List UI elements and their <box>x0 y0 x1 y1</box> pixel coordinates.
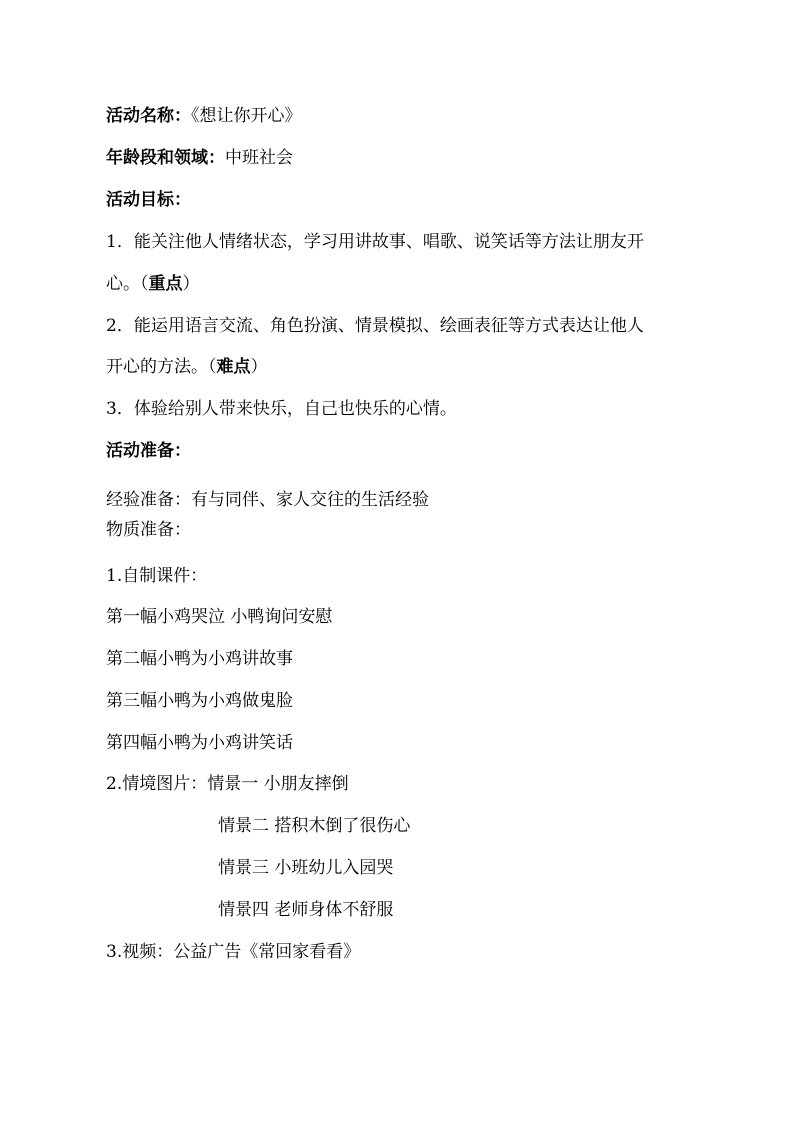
goal1-line2 <box>106 272 200 296</box>
goal2-line1: 2．能运用语言交流、角色扮演、情景模拟、绘画表征等方式表达让他人 <box>106 316 644 336</box>
activity-name-value: 《想让你开心》 <box>191 106 302 126</box>
slide2: 第二幅小鸭为小鸡讲故事 <box>106 649 293 669</box>
item3-video: 3.视频：公益广告《常回家看看》 <box>106 942 361 962</box>
slide3: 第三幅小鸭为小鸡做鬼脸 <box>106 691 293 711</box>
goals-heading: 活动目标： <box>106 190 191 210</box>
item2-scene-pictures <box>106 772 349 796</box>
age-domain-label: 年龄段和领域： <box>106 148 225 168</box>
activity-name-line <box>106 104 302 128</box>
slide1: 第一幅小鸡哭泣 小鸭询问安慰 <box>106 607 333 627</box>
scene1: 情景一 小朋友摔倒 <box>207 774 349 794</box>
prep-heading: 活动准备： <box>106 441 191 461</box>
goal1-line1: 1．能关注他人情绪状态，学习用讲故事、唱歌、说笑话等方法让朋友开 <box>106 232 644 252</box>
goal1-line2-end: ） <box>182 274 200 294</box>
age-domain-value: 中班社会 <box>225 148 293 168</box>
activity-name-label: 活动名称： <box>106 106 191 126</box>
goal1-key-point: 重点 <box>148 274 183 294</box>
prep-experience: 经验准备：有与同伴、家人交往的生活经验 <box>106 490 429 510</box>
scene4: 情景四 老师身体不舒服 <box>218 900 394 920</box>
prep-material: 物质准备： <box>106 520 191 540</box>
goal2-difficult-point: 难点 <box>216 357 251 377</box>
item1-courseware: 1.自制课件： <box>106 566 208 586</box>
goal2-line2-end: ） <box>250 357 268 377</box>
goal1-line2-text: 心。（ <box>106 274 149 294</box>
goal3: 3．体验给别人带来快乐，自己也快乐的心情。 <box>106 399 457 419</box>
age-domain-line <box>106 146 293 170</box>
scene2: 情景二 搭积木倒了很伤心 <box>218 816 411 836</box>
goal2-line2 <box>106 355 268 379</box>
scene3: 情景三 小班幼儿入园哭 <box>218 858 394 878</box>
goal2-line2-text: 开心的方法。（ <box>106 357 217 377</box>
item2-label: 2.情境图片： <box>106 774 208 794</box>
slide4: 第四幅小鸭为小鸡讲笑话 <box>106 733 293 753</box>
